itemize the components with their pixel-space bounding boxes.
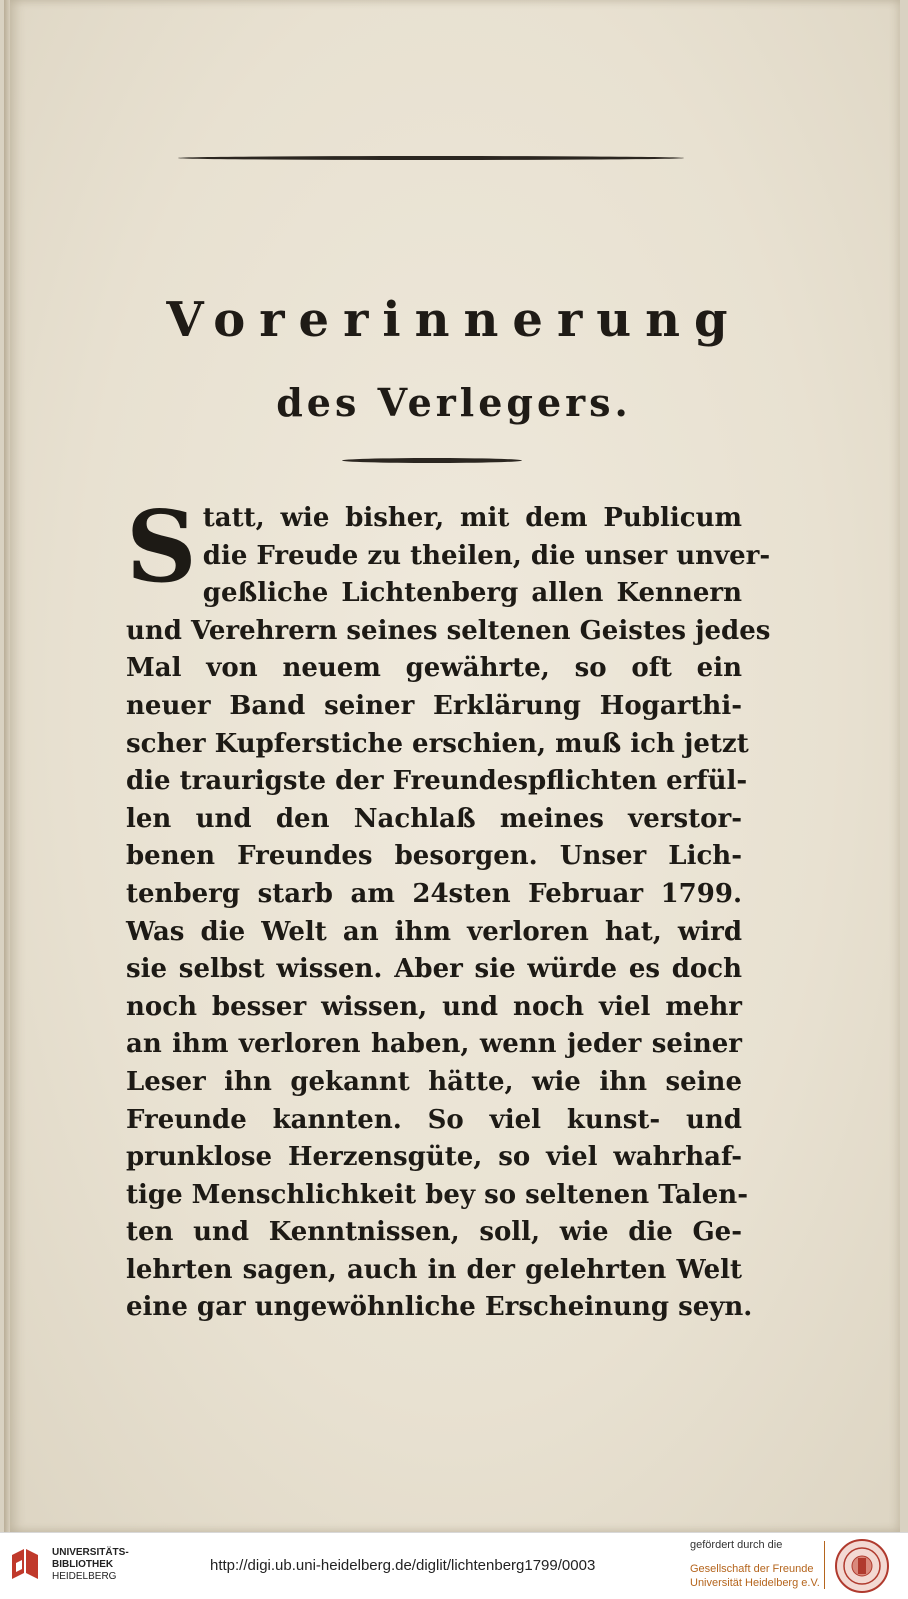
permalink-url[interactable]: http://digi.ub.uni-heidelberg.de/diglit/lichtenberg1799/0003	[210, 1557, 596, 1574]
university-seal-icon[interactable]	[834, 1538, 890, 1594]
text-line: scher Kupferstiche erschien, muß ich jetzt	[126, 728, 749, 759]
text-line: noch besser wissen, und noch viel mehr	[126, 991, 742, 1022]
text-line: Leser ihn gekannt hätte, wie ihn seine	[126, 1066, 742, 1097]
text-line: ten und Kenntnissen, soll, wie die Ge-	[126, 1217, 742, 1248]
drop-cap: S	[126, 490, 197, 605]
text-line: len und den Nachlaß meines verstor-	[126, 803, 742, 834]
text-line: sie selbst wissen. Aber sie würde es doch	[126, 954, 742, 985]
text-line: tige Menschlichkeit bey so seltenen Talen-	[126, 1179, 748, 1210]
text-line: an ihm verloren haben, wenn jeder seiner	[126, 1029, 742, 1060]
text-line: geßliche Lichtenberg allen Kennern	[202, 578, 742, 609]
library-name[interactable]	[52, 1547, 129, 1583]
middle-ornamental-rule	[342, 458, 522, 463]
text-line: und Verehrern seines seltenen Geistes jedes	[126, 615, 771, 646]
text-line: benen Freundes besorgen. Unser Lich-	[126, 841, 742, 872]
heading-vorerinnerung: Vorerinnerung	[166, 292, 742, 348]
sponsor-line-2: Universität Heidelberg e.V.	[690, 1577, 820, 1589]
text-line: Freunde kannten. So viel kunst- und	[126, 1104, 742, 1135]
sponsor-name[interactable]	[690, 1562, 820, 1590]
text-line: tatt, wie bisher, mit dem Publicum	[202, 503, 742, 533]
body-text	[126, 490, 771, 1327]
text-line: die Freude zu theilen, die unser unver-	[202, 540, 771, 571]
library-line-1: UNIVERSITÄTS-	[52, 1547, 129, 1558]
text-line: Mal von neuem gewährte, so oft ein	[126, 653, 742, 684]
library-line-3: HEIDELBERG	[52, 1571, 117, 1582]
footer-divider	[824, 1541, 825, 1589]
text-line: prunklose Herzensgüte, so viel wahrhaf-	[126, 1142, 742, 1173]
sponsor-line-1: Gesellschaft der Freunde	[690, 1563, 814, 1575]
text-line: tenberg starb am 24sten Februar 1799.	[126, 878, 742, 909]
text-line: lehrten sagen, auch in der gelehrten Welt	[126, 1254, 742, 1285]
text-line: die traurigste der Freundespflichten erfül-	[126, 766, 748, 797]
sponsor-label: gefördert durch die	[690, 1539, 783, 1551]
footer-bar	[0, 1532, 908, 1598]
heading-des-verlegers: des Verlegers.	[276, 380, 632, 425]
text-line: eine gar ungewöhnliche Erscheinung seyn.	[126, 1292, 753, 1323]
top-ornamental-rule	[178, 156, 684, 160]
library-line-2: BIBLIOTHEK	[52, 1559, 114, 1570]
text-line: Was die Welt an ihm verloren hat, wird	[126, 916, 742, 947]
ub-heidelberg-logo-icon[interactable]	[6, 1545, 46, 1585]
text-line: neuer Band seiner Erklärung Hogarthi-	[126, 690, 742, 721]
